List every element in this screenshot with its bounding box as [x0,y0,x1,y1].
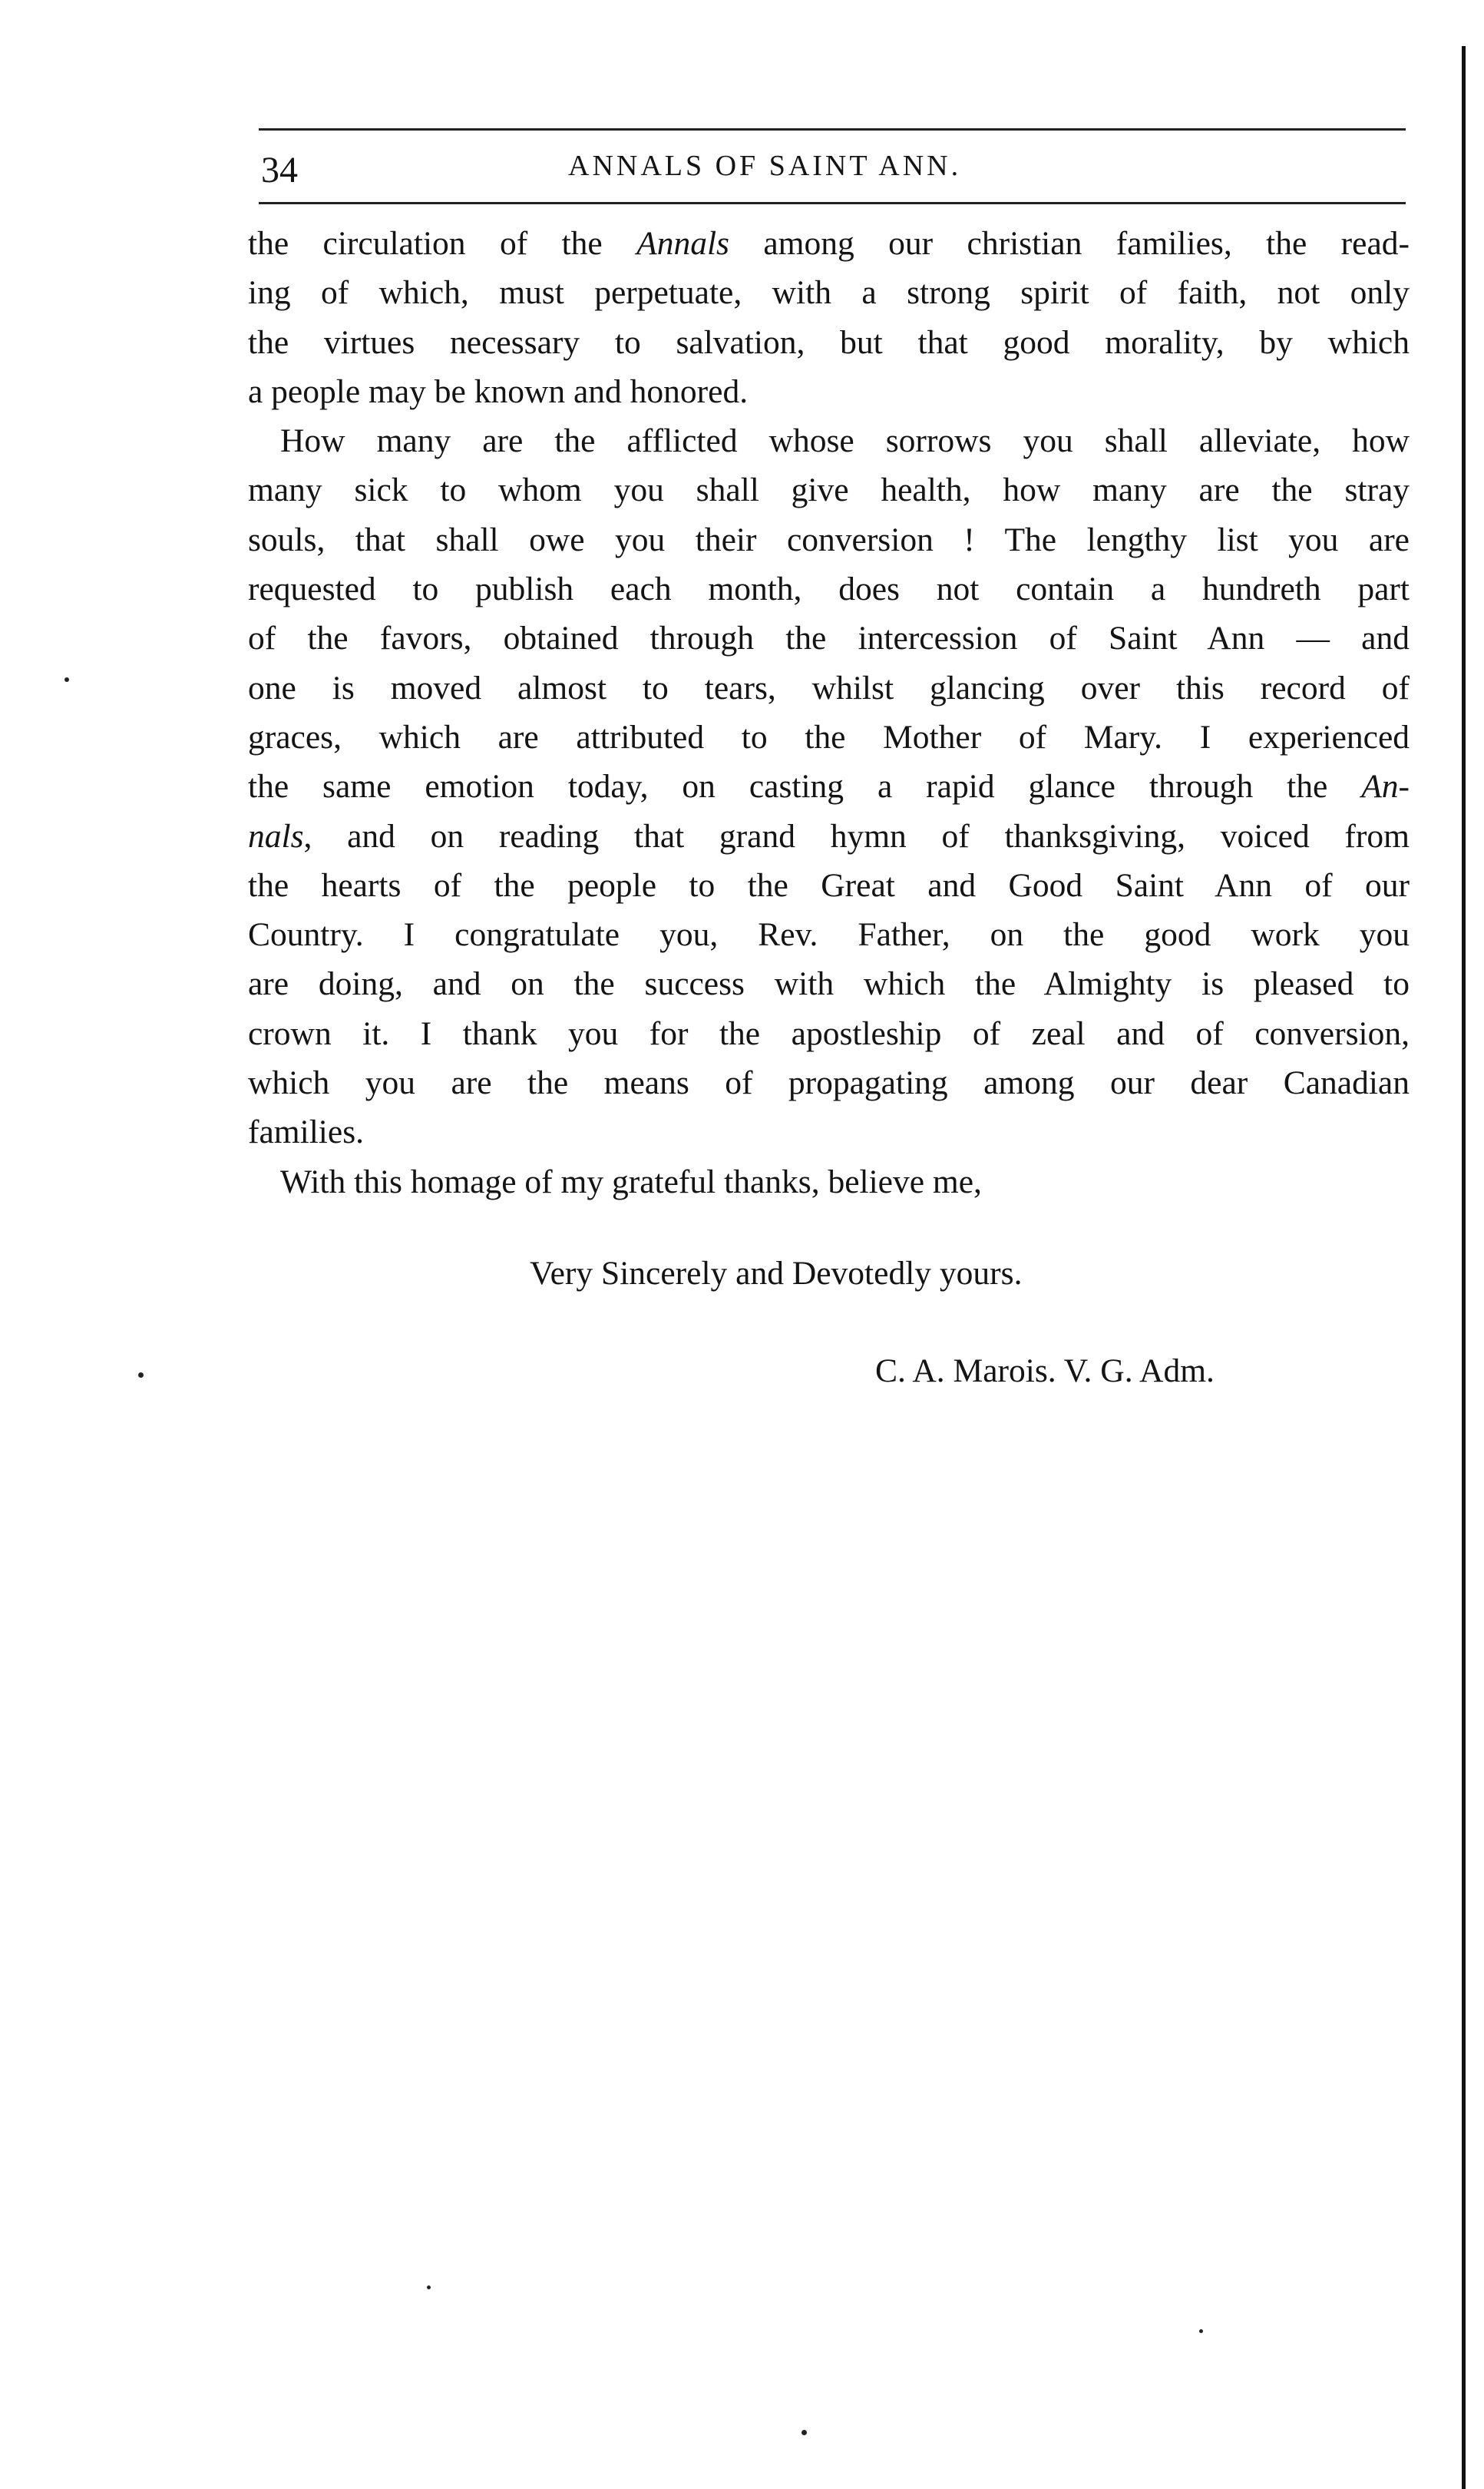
scan-speck [427,2285,431,2289]
body-line: How many are the afflicted whose sorrows you shall alleviate, how [280,422,1410,460]
body-line: which you are the means of propagating among our dear Canadian [248,1064,1410,1102]
header-rule-bottom [259,202,1406,204]
body-line: families. [248,1114,364,1151]
scan-speck [801,2430,807,2435]
scan-speck [138,1372,144,1378]
body-line: crown it. I thank you for the apostleship of zeal and of conversion, [248,1014,1410,1052]
body-line: souls, that shall owe you their conversion ! The lengthy list you are [248,521,1410,558]
body-line: of the favors, obtained through the intercession of Saint Ann — and [248,620,1410,657]
letter-body [248,219,1410,1206]
body-line: ing of which, must perpetuate, with a strong spirit of faith, not only [248,274,1410,312]
signature: C. A. Marois. V. G. Adm. [875,1352,1215,1389]
closing-salutation: Very Sincerely and Devotedly yours. [530,1255,1023,1292]
body-line: Country. I congratulate you, Rev. Father, on the good work you [248,916,1410,954]
body-line: the hearts of the people to the Great and Good Saint Ann of our [248,866,1410,904]
body-line: are doing, and on the success with which the Almighty is pleased to [248,965,1410,1003]
body-line: With this homage of my grateful thanks, believe me, [280,1163,982,1200]
page-edge-rule [1462,46,1466,2489]
running-title: ANNALS OF SAINT ANN. [568,150,962,182]
body-line: graces, which are attributed to the Mother of Mary. I experienced [248,718,1410,756]
scan-speck [1199,2329,1203,2333]
body-line: the virtues necessary to salvation, but that good morality, by which [248,323,1410,361]
body-line: one is moved almost to tears, whilst glancing over this record of [248,669,1410,707]
scan-speck [64,677,69,682]
body-line: the same emotion today, on casting a rapid glance through the An- [248,768,1410,806]
body-line: many sick to whom you shall give health, how many are the stray [248,472,1410,509]
body-line: the circulation of the Annals among our christian families, the read- [248,225,1410,262]
body-line: requested to publish each month, does not contain a hundreth part [248,571,1410,608]
body-line: nals, and on reading that grand hymn of thanksgiving, voiced from [248,817,1410,855]
page-number: 34 [261,150,298,190]
body-line: a people may be known and honored. [248,372,749,410]
header-rule-top [259,128,1406,131]
